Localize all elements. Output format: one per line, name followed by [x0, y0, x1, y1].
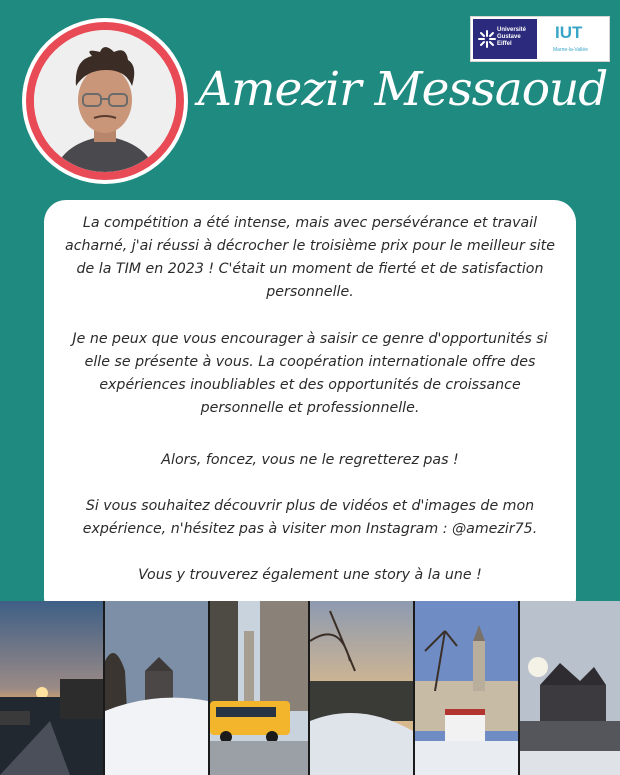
person-name: Amezir Messaoud	[198, 62, 608, 117]
iut-logo-subtext: Marne-la-Vallée	[553, 47, 588, 53]
paragraph-go-for-it: Alors, foncez, vous ne le regretterez pas !	[161, 452, 459, 468]
testimonial-card	[44, 200, 576, 620]
school-bus-street-photo	[210, 601, 308, 775]
uge-logo-line3: Eiffel	[497, 41, 512, 47]
uge-logo-line1: Université	[497, 27, 527, 33]
snowy-chateau-photo	[105, 601, 208, 775]
paragraph-instagram: Si vous souhaitez découvrir plus de vidéos et d'images de mon expérience, n'hésitez pas à visiter mon Instagram : @amezir75.	[82, 498, 538, 537]
winter-plaza-photo	[415, 601, 518, 775]
avatar	[22, 18, 188, 184]
partner-logos	[470, 16, 610, 62]
chateau-frontenac-photo	[520, 601, 620, 775]
avatar-ring	[26, 22, 184, 180]
paragraph-encouragement: Je ne peux que vous encourager à saisir ce genre d'opportunités si elle se présente à vous. La coopération internationale offre des expériences inoubliables et des opportunités de croissance personnelle et professionnelle.	[72, 331, 548, 416]
uge-logo	[473, 19, 537, 59]
photo-gallery	[0, 601, 620, 775]
paragraph-story: Vous y trouverez également une story à la une !	[138, 567, 482, 583]
iut-logo	[541, 19, 607, 59]
snowy-park-sunset-photo	[310, 601, 413, 775]
uge-logo-line2: Gustave	[497, 34, 521, 40]
avatar-photo	[34, 30, 176, 172]
sunset-street-photo	[0, 601, 103, 775]
paragraph-competition: La compétition a été intense, mais avec persévérance et travail acharné, j'ai réussi à décrocher le troisième prix pour le meilleur site de la TIM en 2023 ! C'était un moment de fierté et de satisfaction personnelle.	[65, 215, 555, 300]
iut-logo-text: IUT	[555, 23, 583, 42]
